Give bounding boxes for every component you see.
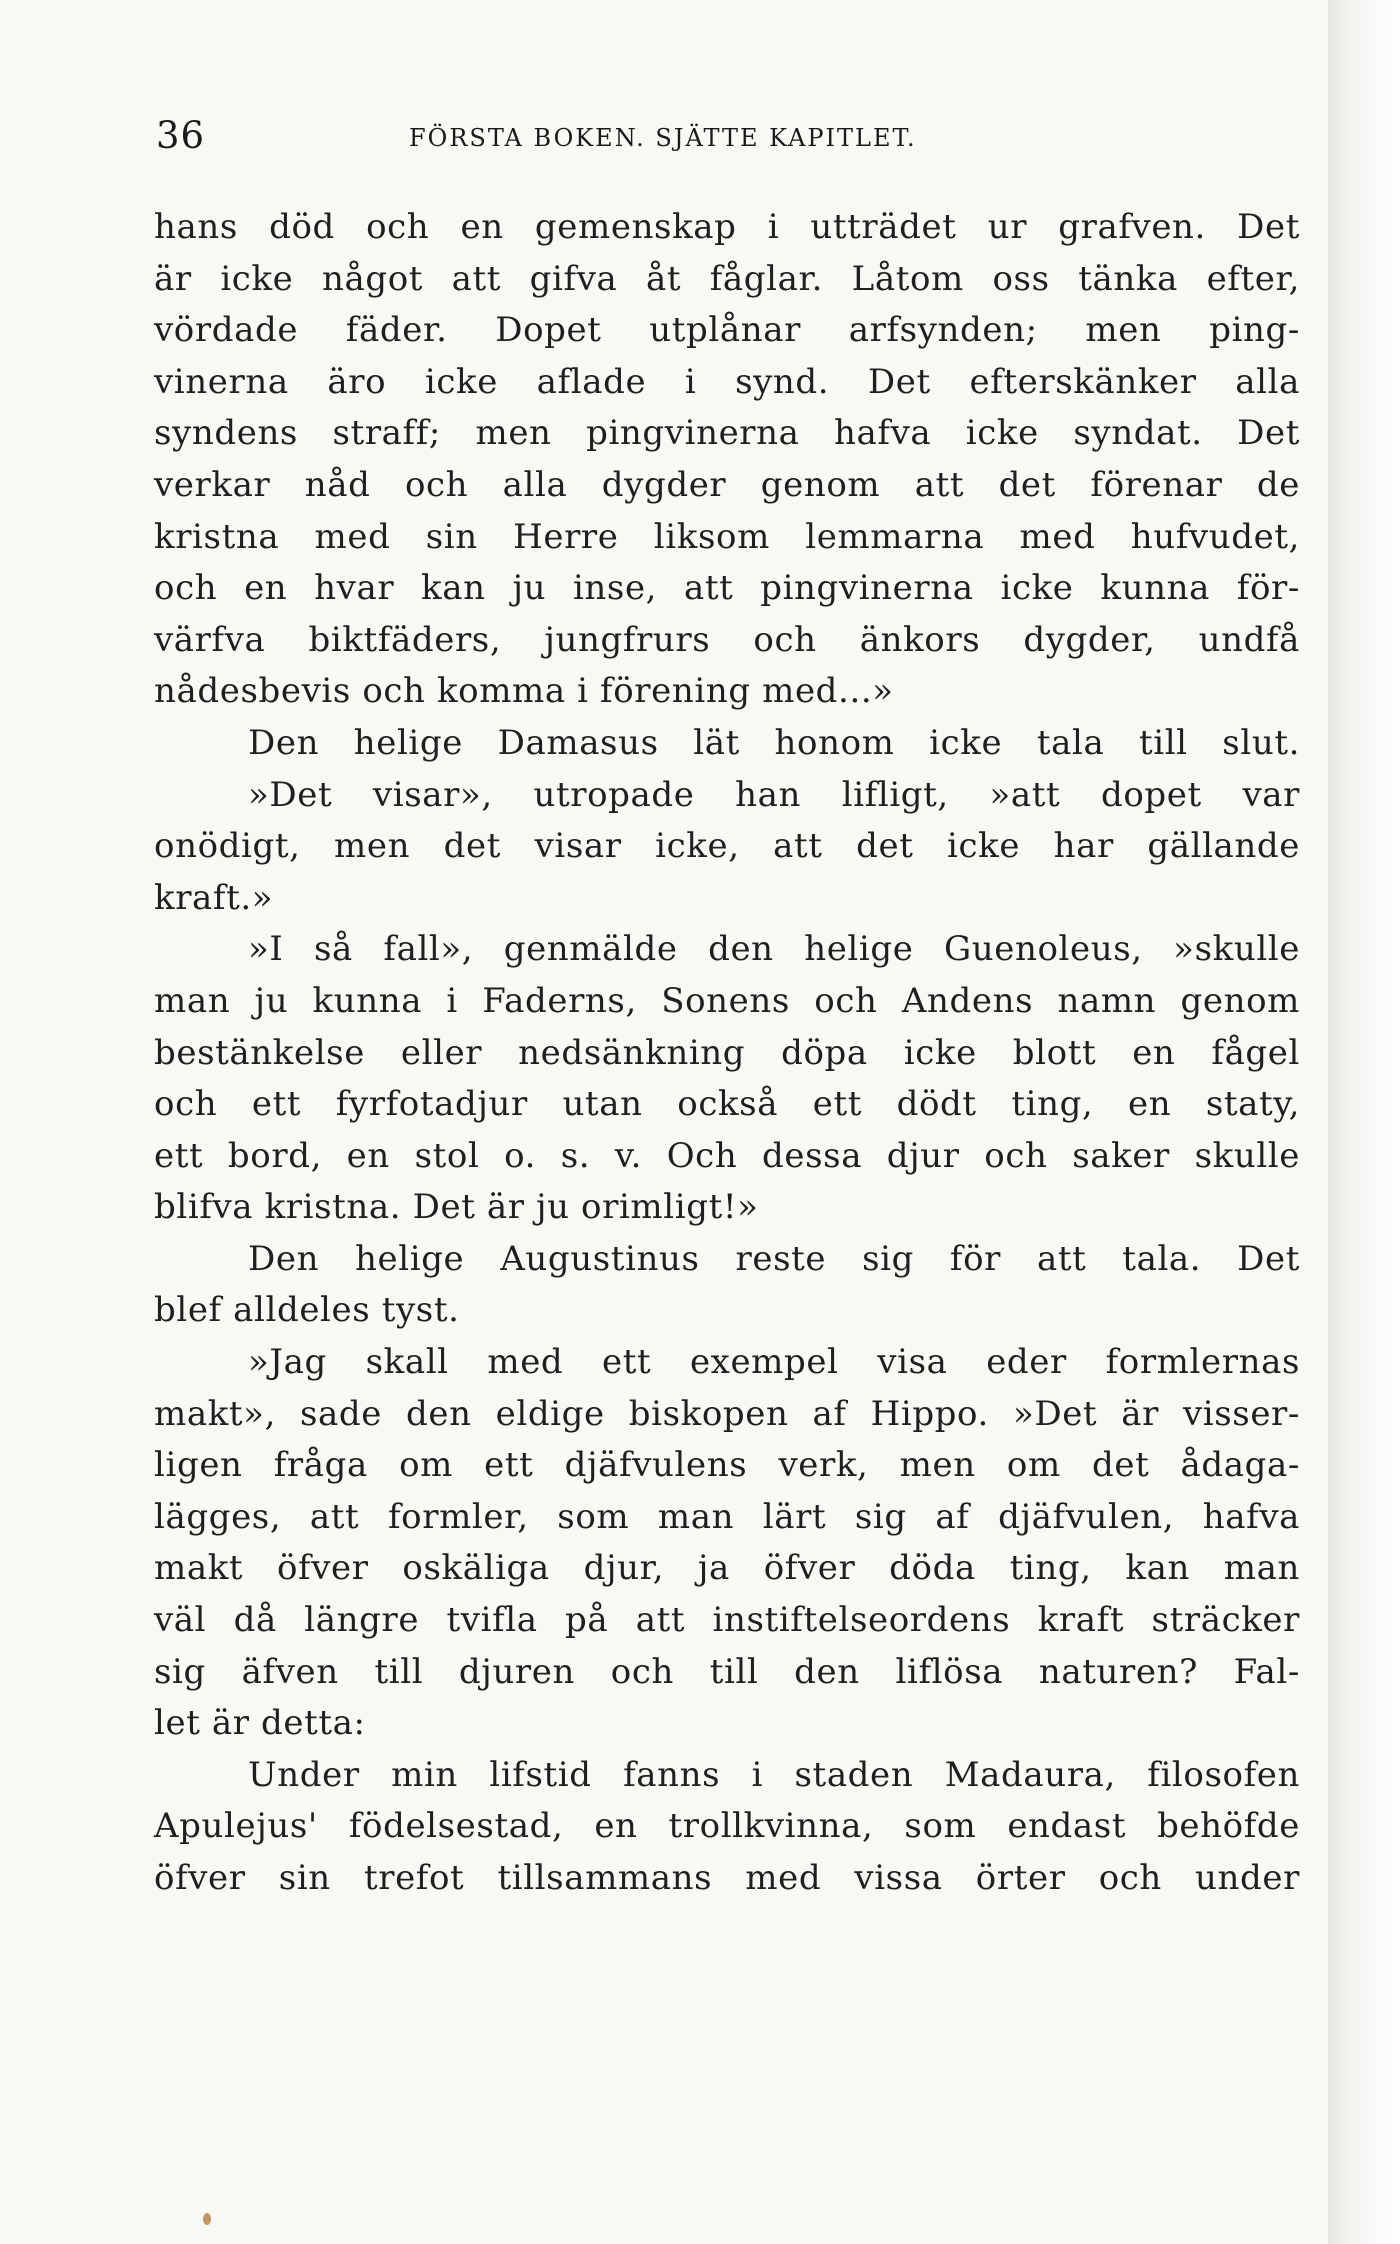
- text-line: ett bord, en stol o. s. v. Och dessa djur och saker skulle: [154, 1135, 1300, 1176]
- page-header: [156, 114, 1316, 174]
- text-line: hans död och en gemenskap i utträdet ur grafven. Det: [154, 207, 1300, 247]
- text-line: och ett fyrfotadjur utan också ett dödt ting, en staty,: [154, 1084, 1300, 1125]
- text-line: nådesbevis och komma i förening med...»: [154, 671, 894, 712]
- text-line: verkar nåd och alla dygder genom att det förenar de: [154, 464, 1300, 505]
- text-line: väl då längre tvifla på att instiftelseordens kraft sträcker: [154, 1600, 1300, 1641]
- running-head: FÖRSTA BOKEN. SJÄTTE KAPITLET.: [409, 124, 917, 152]
- text-line: kristna med sin Herre liksom lemmarna med hufvudet,: [154, 516, 1300, 557]
- text-line: öfver sin trefot tillsammans med vissa örter och under: [154, 1858, 1300, 1898]
- text-line: syndens straff; men pingvinerna hafva icke syndat. Det: [154, 413, 1300, 454]
- text-line: »Det visar», utropade han lifligt, »att dopet var: [248, 774, 1300, 815]
- text-line: let är detta:: [154, 1703, 366, 1744]
- text-line: onödigt, men det visar icke, att det icke har gällande: [154, 826, 1300, 867]
- text-line: »Jag skall med ett exempel visa eder formlernas: [248, 1342, 1300, 1383]
- text-line: värfva biktfäders, jungfrurs och änkors dygder, undfå: [154, 619, 1300, 660]
- page-number: 36: [156, 114, 206, 157]
- ink-speck: [203, 2213, 211, 2225]
- text-line: ligen fråga om ett djäfvulens verk, men om det ådaga-: [154, 1445, 1300, 1486]
- text-line: vördade fäder. Dopet utplånar arfsynden; men ping-: [154, 310, 1300, 351]
- text-line: och en hvar kan ju inse, att pingvinerna icke kunna för-: [154, 568, 1300, 609]
- text-line: sig äfven till djuren och till den liflösa naturen? Fal-: [154, 1651, 1300, 1692]
- text-line: makt öfver oskäliga djur, ja öfver döda ting, kan man: [154, 1548, 1300, 1589]
- text-line: blifva kristna. Det är ju orimligt!»: [154, 1187, 759, 1228]
- text-line: man ju kunna i Faderns, Sonens och Andens namn genom: [154, 980, 1300, 1021]
- text-line: Den helige Augustinus reste sig för att tala. Det: [248, 1238, 1300, 1279]
- text-line: vinerna äro icke aflade i synd. Det efterskänker alla: [154, 361, 1300, 402]
- text-line: är icke något att gifva åt fåglar. Låtom oss tänka efter,: [154, 258, 1300, 299]
- text-line: lägges, att formler, som man lärt sig af djäfvulen, hafva: [154, 1496, 1300, 1537]
- body-text: [154, 202, 1300, 1905]
- text-line: Den helige Damasus lät honom icke tala till slut.: [248, 722, 1300, 763]
- text-line: Apulejus' födelsestad, en trollkvinna, som endast behöfde: [154, 1806, 1300, 1847]
- page-edge-shadow: [1328, 0, 1400, 2244]
- text-line: blef alldeles tyst.: [154, 1290, 460, 1331]
- text-line: bestänkelse eller nedsänkning döpa icke blott en fågel: [154, 1032, 1300, 1073]
- text-line: makt», sade den eldige biskopen af Hippo. »Det är visser-: [154, 1393, 1300, 1434]
- text-line: Under min lifstid fanns i staden Madaura, filosofen: [248, 1754, 1300, 1795]
- text-line: »I så fall», genmälde den helige Guenoleus, »skulle: [248, 929, 1300, 970]
- text-line: kraft.»: [154, 877, 274, 918]
